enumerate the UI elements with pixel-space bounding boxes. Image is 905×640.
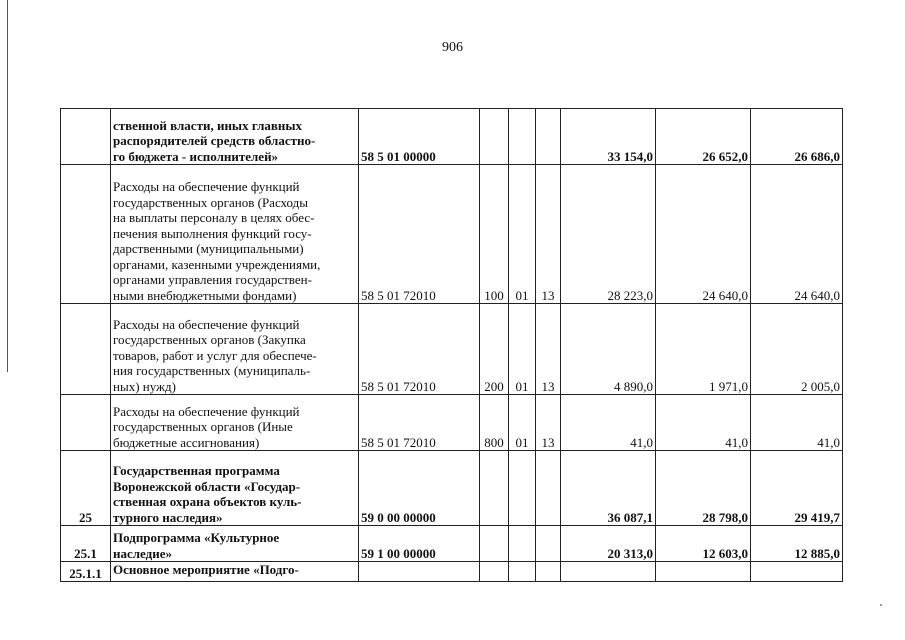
item-name-line: печения выполнения функций госу-: [113, 225, 312, 241]
budget-table: [60, 108, 843, 582]
item-name: [111, 562, 359, 582]
subsection-code: [536, 451, 561, 526]
target-article-code: 58 5 01 00000: [359, 109, 480, 165]
subsection-code: [536, 109, 561, 165]
item-name: [111, 304, 359, 395]
amount-year-1: 41,0: [561, 395, 656, 451]
item-name-line: дарственными (муниципальными): [113, 241, 304, 256]
amount-year-1: 33 154,0: [561, 109, 656, 165]
subsection-code: 13: [536, 395, 561, 451]
table-row: [61, 109, 843, 165]
item-name-line: Воронежской области «Государ-: [113, 478, 301, 494]
section-code: [509, 526, 536, 562]
section-code: 01: [509, 165, 536, 304]
row-number: 25.1: [61, 526, 111, 562]
item-name-line: на выплаты персоналу в целях обес-: [113, 210, 315, 225]
expense-type-code: 100: [480, 165, 509, 304]
item-name-line: государственных органов (Расходы: [113, 194, 309, 210]
expense-type-code: 200: [480, 304, 509, 395]
table-row: [61, 304, 843, 395]
amount-year-3: 41,0: [751, 395, 843, 451]
subsection-code: [536, 562, 561, 582]
amount-year-2: [656, 562, 751, 582]
table-row: [61, 165, 843, 304]
item-name-line: Государственная программа: [113, 463, 280, 478]
amount-year-3: 29 419,7: [751, 451, 843, 526]
item-name-line: го бюджета - исполнителей»: [113, 148, 279, 164]
item-name-line: наследие»: [113, 545, 172, 561]
amount-year-2: 24 640,0: [656, 165, 751, 304]
subsection-code: 13: [536, 165, 561, 304]
amount-year-2: 28 798,0: [656, 451, 751, 526]
item-name-line: государственных органов (Закупка: [113, 332, 306, 347]
section-code: 01: [509, 304, 536, 395]
amount-year-3: 2 005,0: [751, 304, 843, 395]
item-name-line: органами управления государствен-: [113, 272, 312, 287]
page-number: 906: [442, 40, 463, 55]
item-name-line: Расходы на обеспечение функций: [113, 316, 300, 332]
section-code: [509, 451, 536, 526]
target-article-code: [359, 562, 480, 582]
section-code: [509, 109, 536, 165]
scan-speck: [880, 604, 882, 606]
expense-type-code: [480, 451, 509, 526]
item-name-line: органами, казенными учреждениями,: [113, 256, 321, 272]
table-row: [61, 526, 843, 562]
item-name-line: ния государственных (муниципаль-: [113, 363, 311, 378]
item-name: [111, 451, 359, 526]
amount-year-3: 12 885,0: [751, 526, 843, 562]
item-name-line: государственных органов (Иные: [113, 419, 293, 434]
table-row: [61, 562, 843, 582]
item-name-line: Основное мероприятие «Подго-: [113, 562, 299, 577]
table-row: [61, 395, 843, 451]
item-name: [111, 109, 359, 165]
item-name: [111, 165, 359, 304]
item-name-line: Подпрограмма «Культурное: [113, 530, 280, 545]
item-name-line: бюджетные ассигнования): [113, 434, 260, 450]
item-name-line: турного наследия»: [113, 509, 223, 525]
item-name-line: распорядителей средств областно-: [113, 133, 316, 148]
section-code: 01: [509, 395, 536, 451]
amount-year-3: [751, 562, 843, 582]
item-name-line: товаров, работ и услуг для обеспече-: [113, 347, 317, 363]
item-name-line: ными внебюджетными фондами): [113, 287, 297, 303]
item-name: [111, 395, 359, 451]
target-article-code: 58 5 01 72010: [359, 304, 480, 395]
row-number: [61, 109, 111, 165]
amount-year-1: 36 087,1: [561, 451, 656, 526]
amount-year-3: 24 640,0: [751, 165, 843, 304]
amount-year-2: 1 971,0: [656, 304, 751, 395]
row-number: [61, 304, 111, 395]
amount-year-1: 4 890,0: [561, 304, 656, 395]
expense-type-code: [480, 562, 509, 582]
expense-type-code: 800: [480, 395, 509, 451]
expense-type-code: [480, 526, 509, 562]
target-article-code: 59 1 00 00000: [359, 526, 480, 562]
amount-year-2: 12 603,0: [656, 526, 751, 562]
expense-type-code: [480, 109, 509, 165]
amount-year-2: 26 652,0: [656, 109, 751, 165]
amount-year-1: 28 223,0: [561, 165, 656, 304]
target-article-code: 58 5 01 72010: [359, 165, 480, 304]
section-code: [509, 562, 536, 582]
item-name-line: Расходы на обеспечение функций: [113, 179, 300, 194]
row-number: [61, 165, 111, 304]
target-article-code: 59 0 00 00000: [359, 451, 480, 526]
subsection-code: [536, 526, 561, 562]
item-name-line: ных) нужд): [113, 378, 176, 394]
row-number: [61, 395, 111, 451]
item-name-line: Расходы на обеспечение функций: [113, 403, 300, 419]
amount-year-1: [561, 562, 656, 582]
table-row: [61, 451, 843, 526]
item-name: [111, 526, 359, 562]
target-article-code: 58 5 01 72010: [359, 395, 480, 451]
amount-year-3: 26 686,0: [751, 109, 843, 165]
subsection-code: 13: [536, 304, 561, 395]
amount-year-1: 20 313,0: [561, 526, 656, 562]
row-number: 25.1.1: [61, 562, 111, 582]
row-number: 25: [61, 451, 111, 526]
amount-year-2: 41,0: [656, 395, 751, 451]
item-name-line: ственная охрана объектов куль-: [113, 494, 302, 509]
item-name-line: ственной власти, иных главных: [113, 117, 303, 133]
